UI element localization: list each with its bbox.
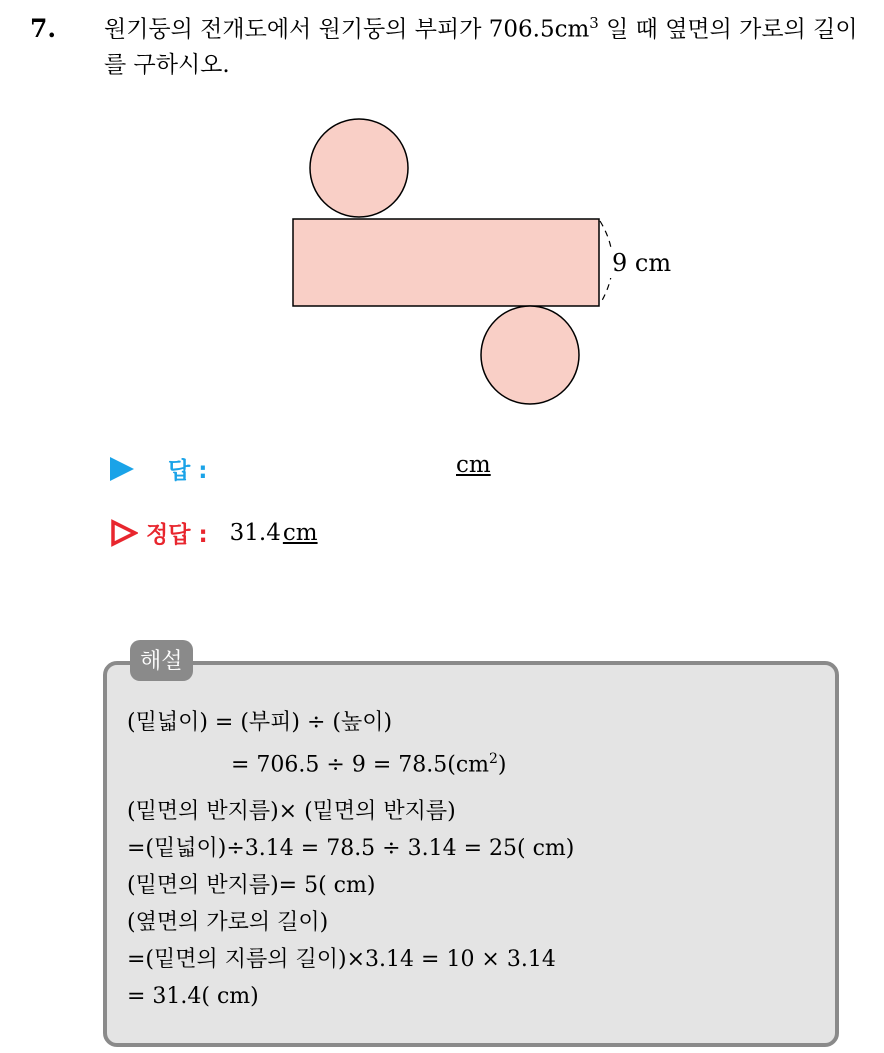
outline-triangle-icon bbox=[110, 519, 138, 547]
solution-line-2 bbox=[127, 741, 574, 783]
height-label: 9 cm bbox=[612, 249, 672, 277]
solution-line-7: =(밑면의 지름의 길이)×3.14 = 10 × 3.14 bbox=[127, 947, 556, 973]
solution-text bbox=[127, 704, 574, 1015]
solution-line-1: (밑넓이) = (부피) ÷ (높이) bbox=[127, 710, 393, 735]
solution-line-5: (밑면의 반지름)= 5( cm) bbox=[127, 873, 376, 899]
solution-line-2-b: ) bbox=[497, 752, 507, 778]
correct-answer-label: 정답 : bbox=[146, 522, 208, 548]
correct-answer-unit: cm bbox=[282, 519, 318, 546]
question-text-part2: 일 때 옆면의 가로의 길이를 구하시오. bbox=[104, 16, 858, 79]
cylinder-net-figure bbox=[0, 0, 884, 420]
solution-line-3: (밑면의 반지름)× (밑면의 반지름) bbox=[127, 799, 456, 825]
answer-row bbox=[110, 452, 491, 485]
question-number: 7. bbox=[30, 14, 57, 43]
solution-line-8: = 31.4( cm) bbox=[127, 984, 259, 1010]
solution-line-4: =(밑넓이)÷3.14 = 78.5 ÷ 3.14 = 25( cm) bbox=[127, 836, 575, 862]
question-text-part1: 원기둥의 전개도에서 원기둥의 부피가 706.5cm bbox=[104, 16, 590, 43]
solution-line-6: (옆면의 가로의 길이) bbox=[127, 910, 329, 936]
solution-line-2-exp: 2 bbox=[489, 751, 498, 767]
lateral-rectangle bbox=[293, 219, 599, 306]
answer-label: 답 : bbox=[168, 458, 208, 484]
correct-answer-row bbox=[110, 516, 318, 549]
correct-answer-value: 31.4 bbox=[229, 519, 281, 546]
top-base-circle bbox=[310, 119, 408, 217]
bottom-base-circle bbox=[481, 306, 579, 404]
answer-unit[interactable]: cm bbox=[456, 452, 491, 478]
play-triangle-icon bbox=[110, 457, 134, 481]
solution-line-2-a: = 706.5 ÷ 9 = 78.5(cm bbox=[231, 752, 489, 778]
solution-tag: 해설 bbox=[130, 640, 193, 681]
question-exponent: 3 bbox=[589, 14, 599, 32]
